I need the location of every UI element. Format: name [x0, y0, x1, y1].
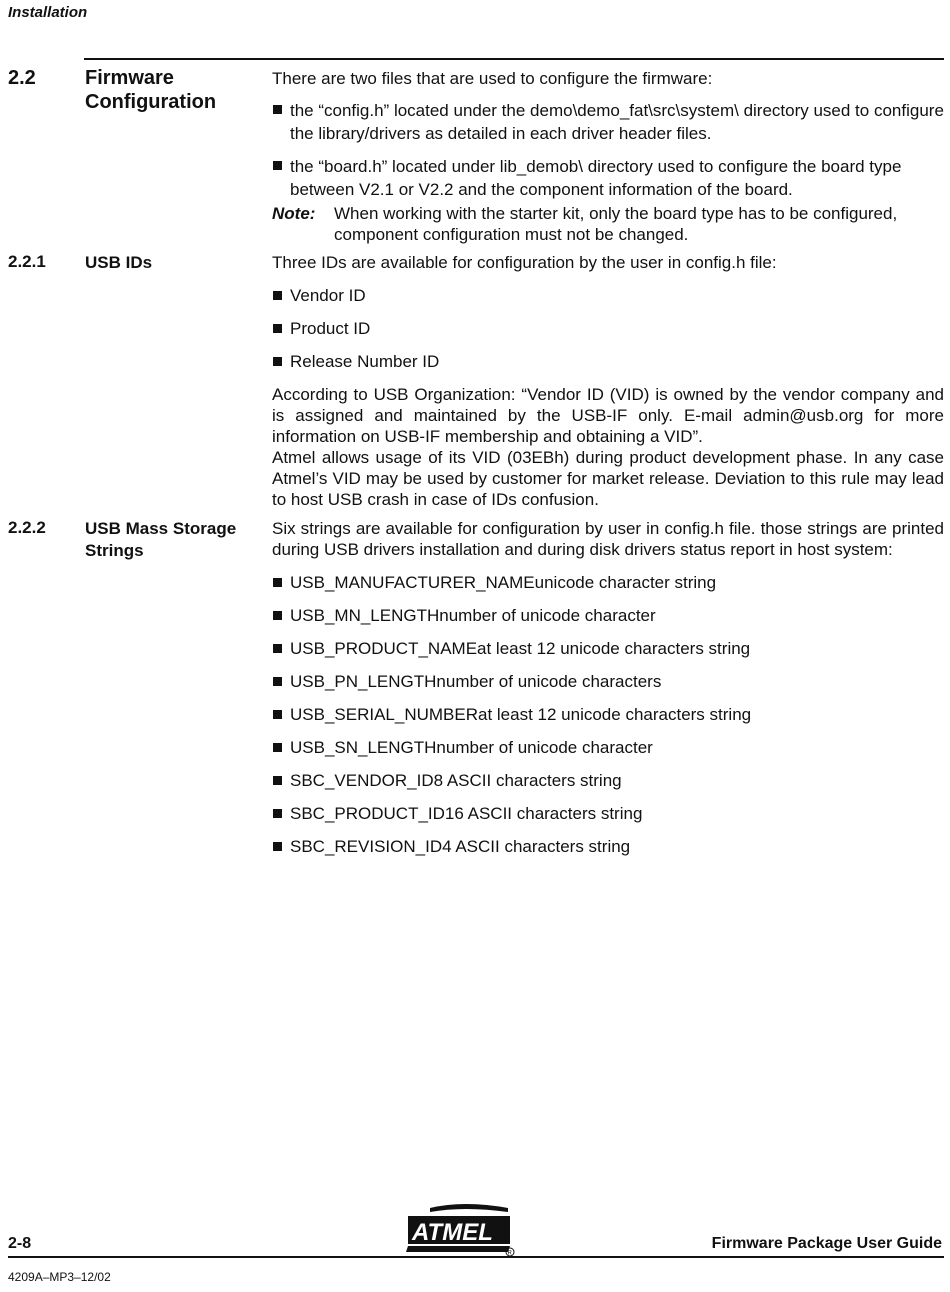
atmel-logo	[404, 1202, 516, 1258]
note	[272, 203, 944, 245]
body-paragraph: According to USB Organization: “Vendor ID (VID) is owned by the vendor company and is assigned and maintained by the USB-IF only. E-mail admin@usb.org for more information on USB-IF membership and obtaining a VID”.	[272, 385, 944, 446]
bullet-list	[272, 285, 944, 372]
section-number: 2.2.2	[8, 518, 46, 537]
footer-rule	[8, 1256, 944, 1258]
list-item: USB_PRODUCT_NAMEat least 12 unicode characters string	[272, 638, 944, 659]
svg-text:R: R	[507, 1250, 512, 1257]
document-code: 4209A–MP3–12/02	[8, 1270, 111, 1284]
bullet-list	[272, 99, 944, 201]
page-number: 2-8	[8, 1235, 32, 1252]
footer-title: Firmware Package User Guide	[711, 1235, 942, 1252]
section-number: 2.2.1	[8, 252, 46, 271]
bullet-list	[272, 572, 944, 857]
intro-paragraph: Three IDs are available for configuration by the user in config.h file:	[272, 253, 777, 272]
section-title	[85, 66, 260, 114]
section-title-line: Strings	[85, 541, 144, 560]
list-item: the “board.h” located under lib_demob\ directory used to configure the board type between V2.1 or V2.2 and the component information of the board.	[272, 155, 944, 201]
list-item: Release Number ID	[272, 351, 944, 372]
list-item: USB_SERIAL_NUMBERat least 12 unicode characters string	[272, 704, 944, 725]
section-title	[85, 518, 260, 562]
list-item: SBC_PRODUCT_ID16 ASCII characters string	[272, 803, 944, 824]
list-item: USB_MN_LENGTHnumber of unicode character	[272, 605, 944, 626]
intro-paragraph: There are two files that are used to configure the firmware:	[272, 69, 713, 88]
list-item: SBC_REVISION_ID4 ASCII characters string	[272, 836, 944, 857]
section-title-line: Configuration	[85, 91, 217, 113]
intro-paragraph: Six strings are available for configuration by user in config.h file. those strings are printed during USB drivers installation and during disk drivers status report in host system:	[272, 519, 944, 559]
list-item: USB_SN_LENGTHnumber of unicode character	[272, 737, 944, 758]
section-title: USB IDs	[85, 253, 153, 272]
section-body	[272, 66, 944, 245]
body-paragraph: Atmel allows usage of its VID (03EBh) during product development phase. In any case Atmel’s VID may be used by customer for market release. Deviation to this rule may lead to host USB crash in case of IDs confusion.	[272, 448, 944, 509]
section-title-line: Firmware	[85, 67, 174, 89]
note-label: Note:	[272, 204, 316, 223]
list-item: SBC_VENDOR_ID8 ASCII characters string	[272, 770, 944, 791]
top-rule	[84, 58, 944, 60]
list-item: USB_PN_LENGTHnumber of unicode characters	[272, 671, 944, 692]
running-head: Installation	[8, 4, 88, 21]
note-text: When working with the starter kit, only the board type has to be configured, component configuration must not be changed.	[334, 204, 898, 244]
list-item: Product ID	[272, 318, 944, 339]
svg-text:ATMEL: ATMEL	[412, 1219, 493, 1246]
list-item: USB_MANUFACTURER_NAMEunicode character string	[272, 572, 944, 593]
section-number: 2.2	[8, 67, 36, 89]
list-item: the “config.h” located under the demo\demo_fat\src\system\ directory used to configure the library/drivers as detailed in each driver header files.	[272, 99, 944, 145]
section-title-line: USB Mass Storage	[85, 519, 237, 538]
list-item: Vendor ID	[272, 285, 944, 306]
section-body	[272, 252, 944, 510]
section-body	[272, 518, 944, 857]
